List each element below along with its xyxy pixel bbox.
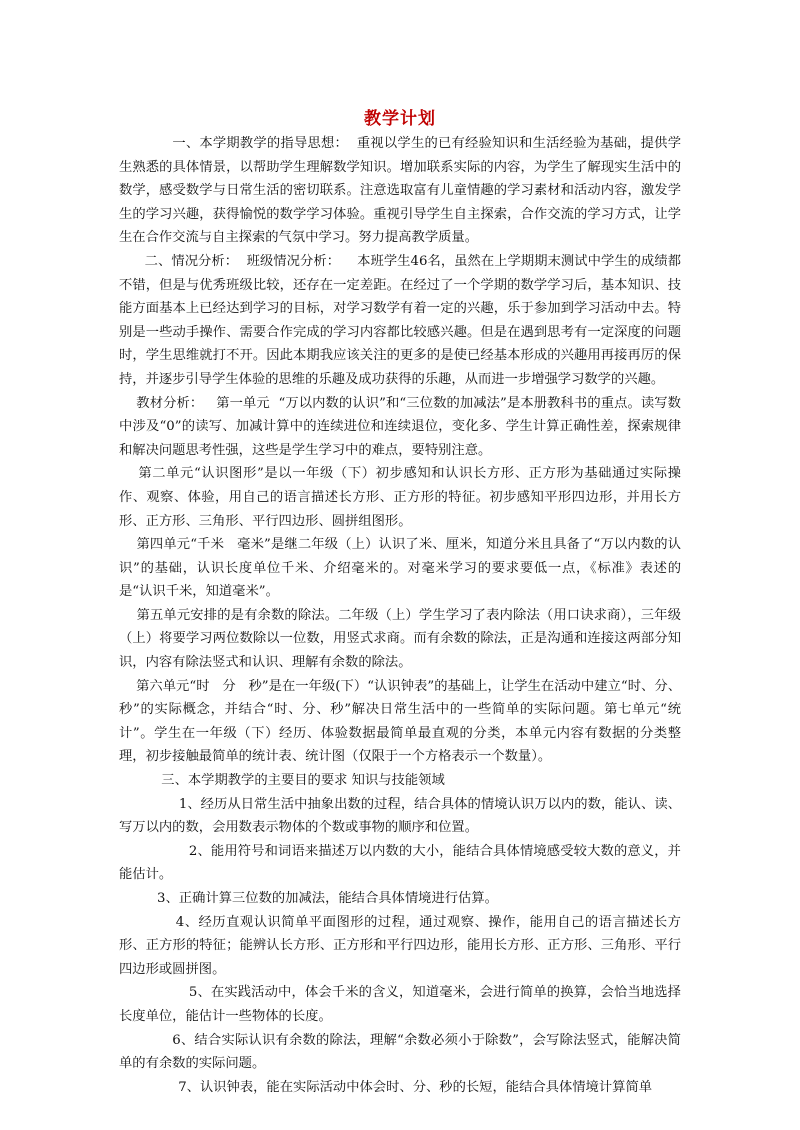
document-body — [119, 132, 681, 1099]
goal-item-1: 1、经历从日常生活中抽象出数的过程，结合具体的情境认识万以内的数，能认、读、写万以内的数，会用数表示物体的个数或事物的顺序和位置。 — [119, 796, 681, 836]
goal-item-7: 7、认识钟表，能在实际活动中体会时、分、秒的长短，能结合具体情境计算简单 — [119, 1079, 653, 1095]
goal-item-6: 6、结合实际认识有余数的除法，理解“余数必须小于除数”，会写除法竖式，能解决简单的有余数的实际问题。 — [119, 1032, 681, 1072]
page-title: 教学计划 — [364, 109, 436, 129]
paragraph-guiding-ideology: 一、本学期教学的指导思想： 重视以学生的已有经验知识和生活经验为基础，提供学生熟悉的具体情景，以帮助学生理解数学知识。增加联系实际的内容，为学生了解现实生活中的数学，感受数学与日常生活的密切联系。注意选取富有儿童情趣的学习素材和活动内容，激发学生的学习兴趣，获得愉悦的数学学习体验。重视引导学生自主探索，合作交流的学习方式，让学生在合作交流与自主探索的气氛中学习。努力提高教学质量。 — [119, 136, 681, 246]
goal-item-3: 3、正确计算三位数的加减法，能结合具体情境进行估算。 — [119, 891, 498, 906]
goal-item-5: 5、在实践活动中，体会千米的含义，知道毫米，会进行简单的换算，会恰当地选择长度单位，能估计一些物体的长度。 — [119, 985, 681, 1024]
paragraph-textbook-analysis: 教材分析： 第一单元 “万以内数的认识”和“三位数的加减法”是本册教科书的重点。读写数中涉及“0”的读写、加减计算中的连续进位和连续退位，变化多、学生计算正确性差，探索规律和解决问题思考性强，这些是学生学习中的难点，要特别注意。 — [119, 395, 681, 458]
goal-item-2: 2、能用符号和词语来描述万以内数的大小，能结合具体情境感受较大数的意义，并能估计。 — [119, 843, 681, 883]
section-heading-goals: 三、本学期教学的主要目的要求 知识与技能领域 — [119, 773, 445, 789]
paragraph-unit-four: 第四单元“千米 毫米”是继二年级（上）认识了米、厘米，知道分米且具备了“万以内数的认识”的基础，认识长度单位千米、介绍毫米的。对毫米学习的要求要低一点，《标准》表述的是“认识千米，知道毫米”。 — [119, 537, 681, 600]
goal-item-4: 4、经历直观认识简单平面图形的过程，通过观察、操作，能用自己的语言描述长方形、正方形的特征；能辨认长方形、正方形和平行四边形，能用长方形、正方形、三角形、平行四边形或圆拼图。 — [119, 914, 681, 977]
paragraph-class-analysis: 二、情况分析： 班级情况分析： 本班学生46名，虽然在上学期期末测试中学生的成绩都不错，但是与优秀班级比较，还存在一定差距。在经过了一个学期的数学学习后，基本知识、技能方面基本上已经达到学习的目标，对学习数学有着一定的兴趣，乐于参加到学习活动中去。特别是一些动手操作、需要合作完成的学习内容都比较感兴趣。但是在遇到思考有一定深度的问题时，学生思维就打不开。因此本期我应该关注的更多的是使已经基本形成的兴趣用再接再厉的保持，并逐步引导学生体验的思维的乐趣及成功获得的乐趣，从而进一步增强学习数学的兴趣。 — [119, 253, 681, 387]
paragraph-unit-six-seven: 第六单元“时 分 秒”是在一年级(下）“认识钟表”的基础上，让学生在活动中建立“时、分、秒”的实际概念，并结合“时、分、秒”解决日常生活中的一些简单的实际问题。第七单元“统计”。学生在一年级（下）经历、体验数据最简单最直观的分类，本单元内容有数据的分类整理，初步接触最简单的统计表、统计图（仅限于一个方格表示一个数量）。 — [119, 678, 681, 765]
paragraph-unit-two: 第二单元“认识图形”是以一年级（下）初步感知和认识长方形、正方形为基础通过实际操作、观察、体验，用自己的语言描述长方形、正方形的特征。初步感知平形四边形，并用长方形、正方形、三角形、平行四边形、圆拼组图形。 — [119, 466, 681, 529]
paragraph-unit-five: 第五单元安排的是有余数的除法。二年级（上）学生学习了表内除法（用口诀求商），三年级（上）将要学习两位数除以一位数，用竖式求商。而有余数的除法，正是沟通和连接这两部分知识，内容有除法竖式和认识、理解有余数的除法。 — [119, 607, 681, 671]
